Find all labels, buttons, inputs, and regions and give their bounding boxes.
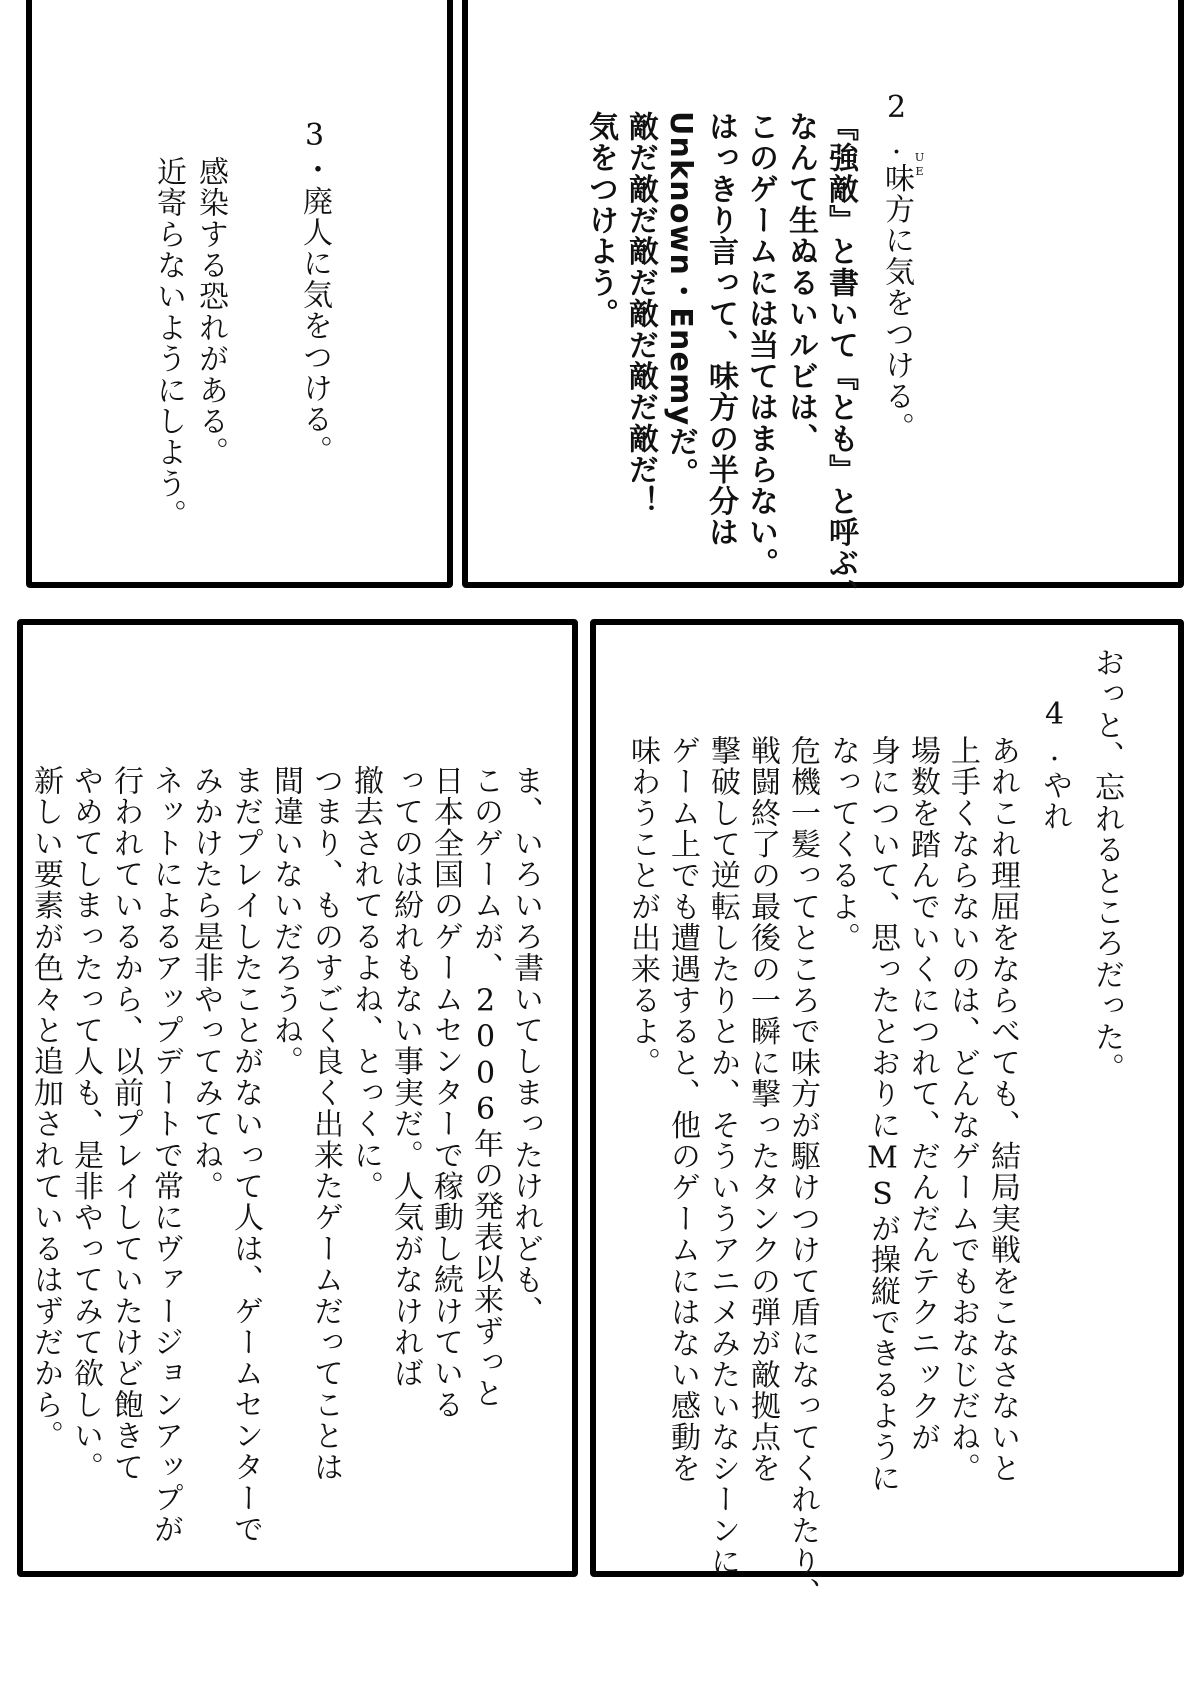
panel-text-line: 危機一髪ってところで味方が駆けつけて盾になってくれたり、 (785, 735, 820, 1609)
panel-top-right (462, 0, 1184, 611)
panel-text-line: 撤去されてるよね、とっくに。 (348, 765, 383, 1202)
panel-text-line: ネットによるアップデートで常にヴァージョンアップが (148, 765, 183, 1545)
panel-bottom-right (590, 619, 1184, 1609)
panel-text-line: 日本全国のゲームセンターで稼動し続けている (428, 765, 463, 1421)
section-heading: 2.味方に気をつける。 (879, 90, 914, 444)
panel-text-line: まだプレイしたことがないって人は、ゲームセンターで (228, 765, 263, 1545)
panel-text-line: 敵だ敵だ敵だ敵だ敵だ敵だ！ (623, 111, 658, 517)
panel-bottom-left (17, 619, 578, 1577)
panel-text-line: あれこれ理屈をならべても、結局実戦をこなさないと (985, 735, 1020, 1484)
panel-text-line: 上手くならないのは、どんなゲームでもおなじだね。 (945, 735, 980, 1484)
panel-text-line: このゲームには当てはまらない。 (743, 111, 778, 579)
panel-text-line: 『強敵』と書いて『とも』と呼ぶ、 (823, 111, 858, 611)
panel-text-line: なんて生ぬるいルビは、 (783, 111, 818, 455)
panel-text-line: ってのは紛れもない事実だ。人気がなければ (388, 765, 423, 1389)
panel-text-line: 身について、思ったとおりにMSが操縦できるように (865, 735, 900, 1494)
panel-text-line: 場数を踏んでいくにつれて、だんだんテクニックが (905, 735, 940, 1453)
panel-text-line: みかけたら是非やってみてね。 (188, 765, 223, 1202)
panel-text-line: このゲームが、2006年の発表以来ずっと (468, 765, 503, 1409)
panel-text-line: 味わうことが出来るよ。 (625, 735, 660, 1079)
panel-text-line: つまり、ものすごく良く出来たゲームだってことは (308, 765, 343, 1483)
panel-text-line: はっきり言って、味方の半分は (703, 111, 738, 548)
panel-text-line: おっと、忘れるところだった。 (1089, 647, 1124, 1084)
panel-text-line: Unknown・Enemyだ。 (663, 111, 698, 489)
section-heading: 4.やれ (1037, 697, 1072, 832)
panel-text-line: 撃破して逆転したりとか、そういうアニメみたいなシーンに (705, 735, 740, 1578)
panel-text-line: ゲーム上でも遭遇すると、他のゲームにはない感動を (665, 735, 700, 1484)
panel-text-line: 感染する恐れがある。 (193, 156, 228, 468)
panel-text-line: ま、いろいろ書いてしまったけれども、 (508, 765, 543, 1327)
panel-text-line: なってくるよ。 (825, 735, 860, 954)
panel-text-line: 近寄らないようにしよう。 (151, 156, 186, 531)
panel-top-left (26, 0, 453, 588)
panel-text-line: やめてしまったって人も、是非やってみて欲しい。 (68, 765, 103, 1483)
panel-text-line: 間違いないだろうね。 (268, 765, 303, 1077)
panel-text-line: 3･廃人に気をつける。 (297, 118, 332, 467)
panel-text-line: 気をつけよう。 (583, 111, 618, 330)
ruby-annotation: UE (913, 151, 926, 180)
panel-text-line: 行われているから、以前プレイしていたけど飽きて (108, 765, 143, 1483)
panel-text-line: 戦闘終了の最後の一瞬に撃ったタンクの弾が敵拠点を (745, 735, 780, 1484)
panel-text-line: 新しい要素が色々と追加されているはずだから。 (28, 765, 63, 1452)
